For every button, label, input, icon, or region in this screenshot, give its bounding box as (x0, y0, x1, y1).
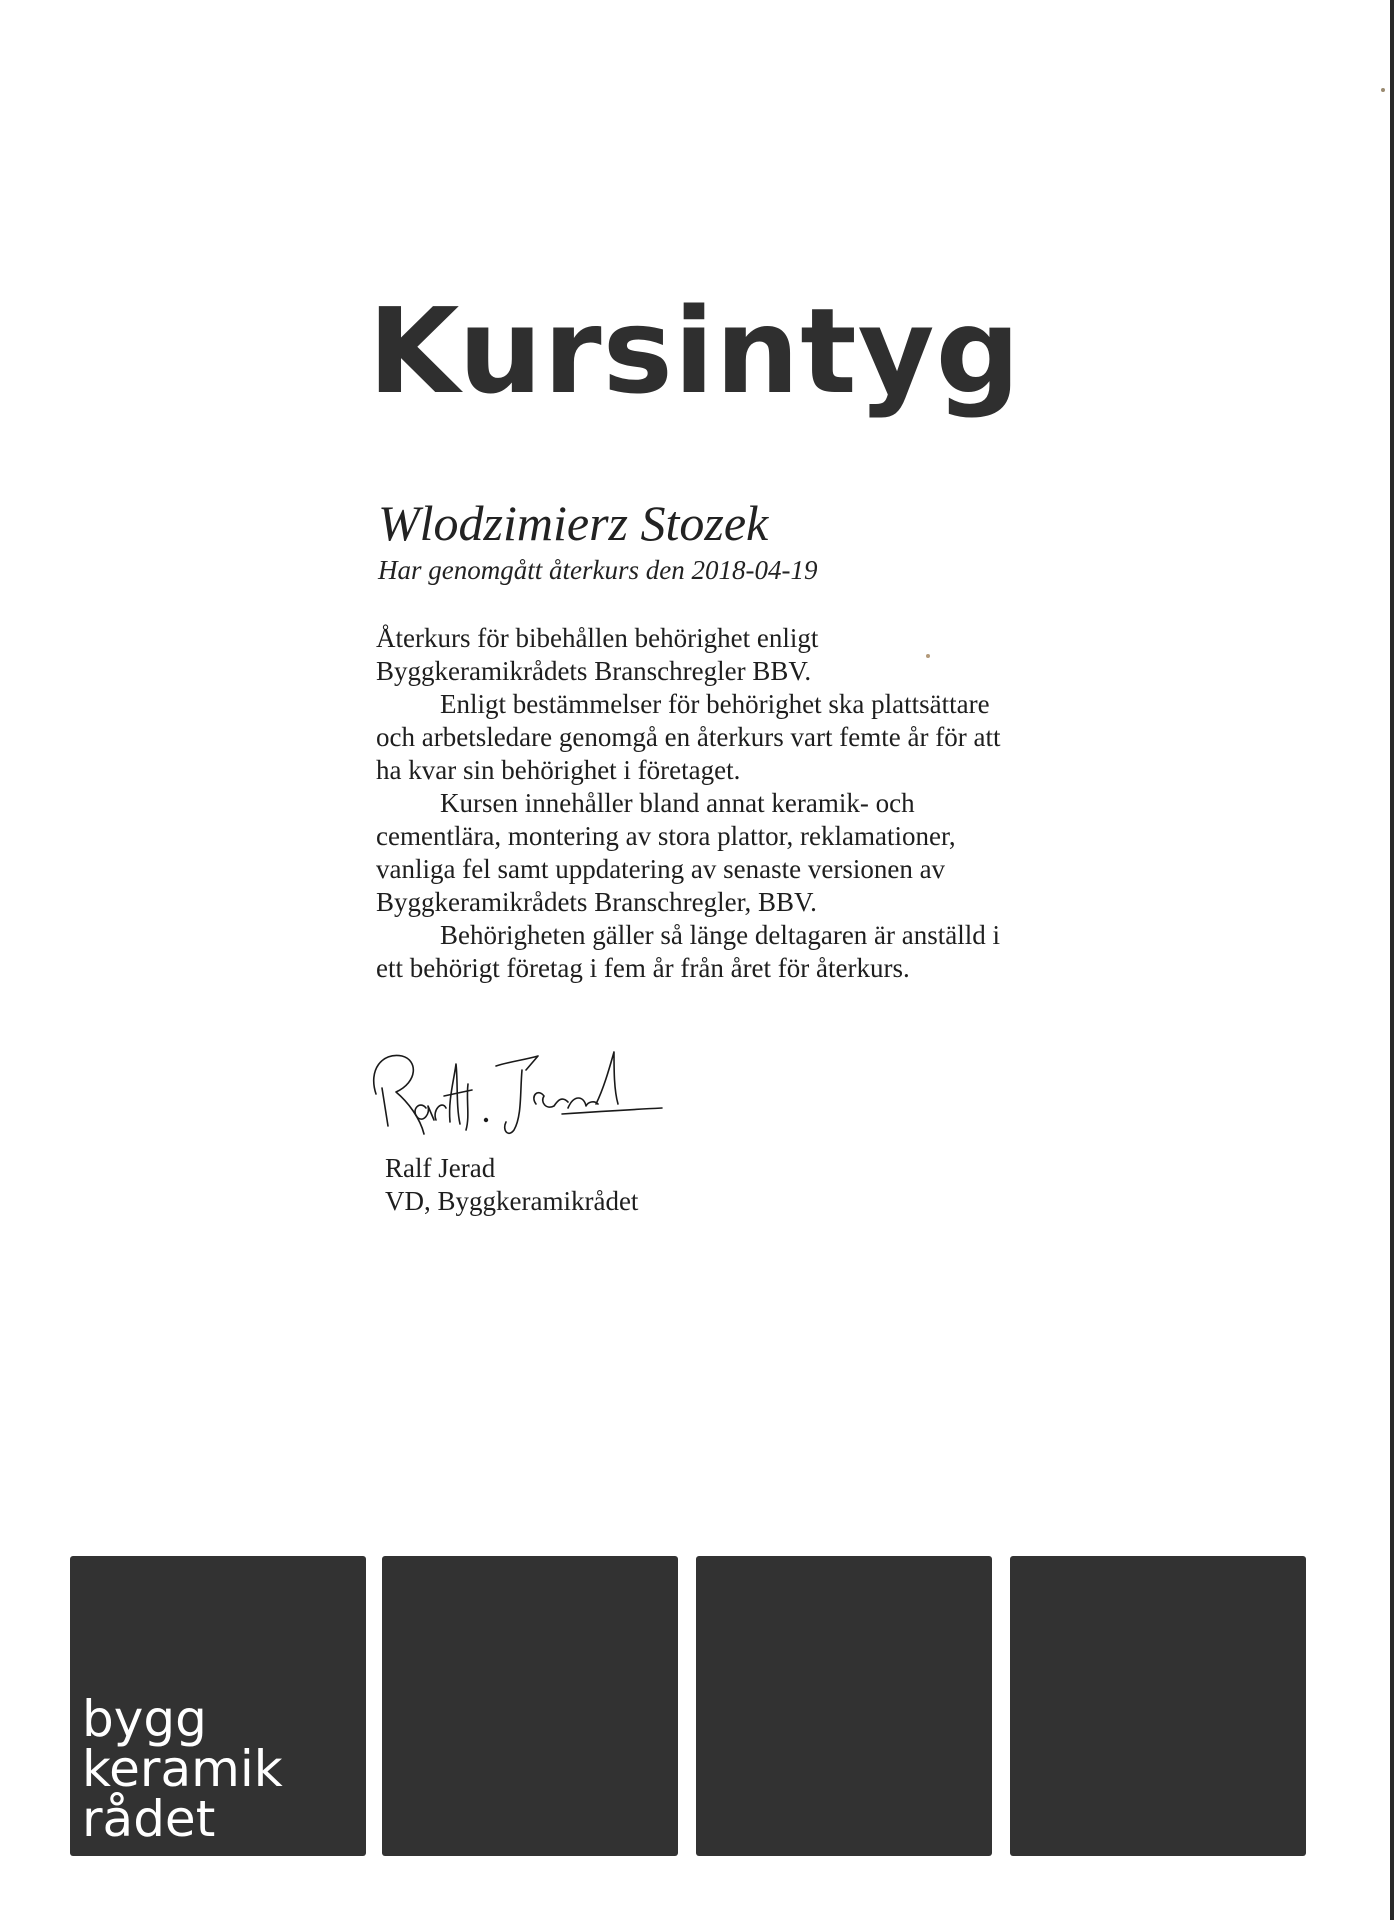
body-paragraph: Återkurs för bibehållen behörighet enligt Byggkeramikrådets Branschregler BBV. (376, 623, 819, 686)
decorative-tile (696, 1556, 992, 1856)
body-paragraph: Enligt bestämmelser för behörighet ska plattsättare och arbetsledare genomgå en återkurs vart femte år för att ha kvar sin behörighet i företaget. (376, 689, 1001, 785)
byggkeramikradet-logo (82, 1690, 283, 1848)
recipient-name: Wlodzimierz Stozek (378, 495, 769, 551)
scan-speck (926, 654, 930, 658)
brand-tiles (70, 1556, 1310, 1858)
decorative-tile (382, 1556, 678, 1856)
signer-title: VD, Byggkeramikrådet (385, 1186, 639, 1216)
signer-name: Ralf Jerad (385, 1153, 496, 1183)
logo-line: rådet (82, 1790, 216, 1848)
logo-tile (70, 1556, 366, 1856)
body-paragraph: Kursen innehåller bland annat keramik- och cementlära, montering av stora plattor, reklamationer, vanliga fel samt uppdatering av senaste versionen av Byggkeramikrådets Branschregler, BBV. (376, 788, 956, 917)
signer-block (385, 1152, 638, 1218)
page-edge-shadow (1390, 0, 1394, 1920)
decorative-tile (1010, 1556, 1306, 1856)
completion-statement: Har genomgått återkurs den 2018-04-19 (378, 555, 818, 585)
logo-line: bygg (82, 1690, 207, 1748)
certificate-title: Kursintyg (368, 282, 1022, 420)
scan-speck (1381, 88, 1385, 92)
body-paragraph: Behörigheten gäller så länge deltagaren är anställd i ett behörigt företag i fem år från året för återkurs. (376, 920, 1001, 983)
logo-line: keramik (82, 1740, 283, 1798)
certificate-body (376, 622, 1016, 985)
handwritten-signature (362, 1030, 672, 1150)
